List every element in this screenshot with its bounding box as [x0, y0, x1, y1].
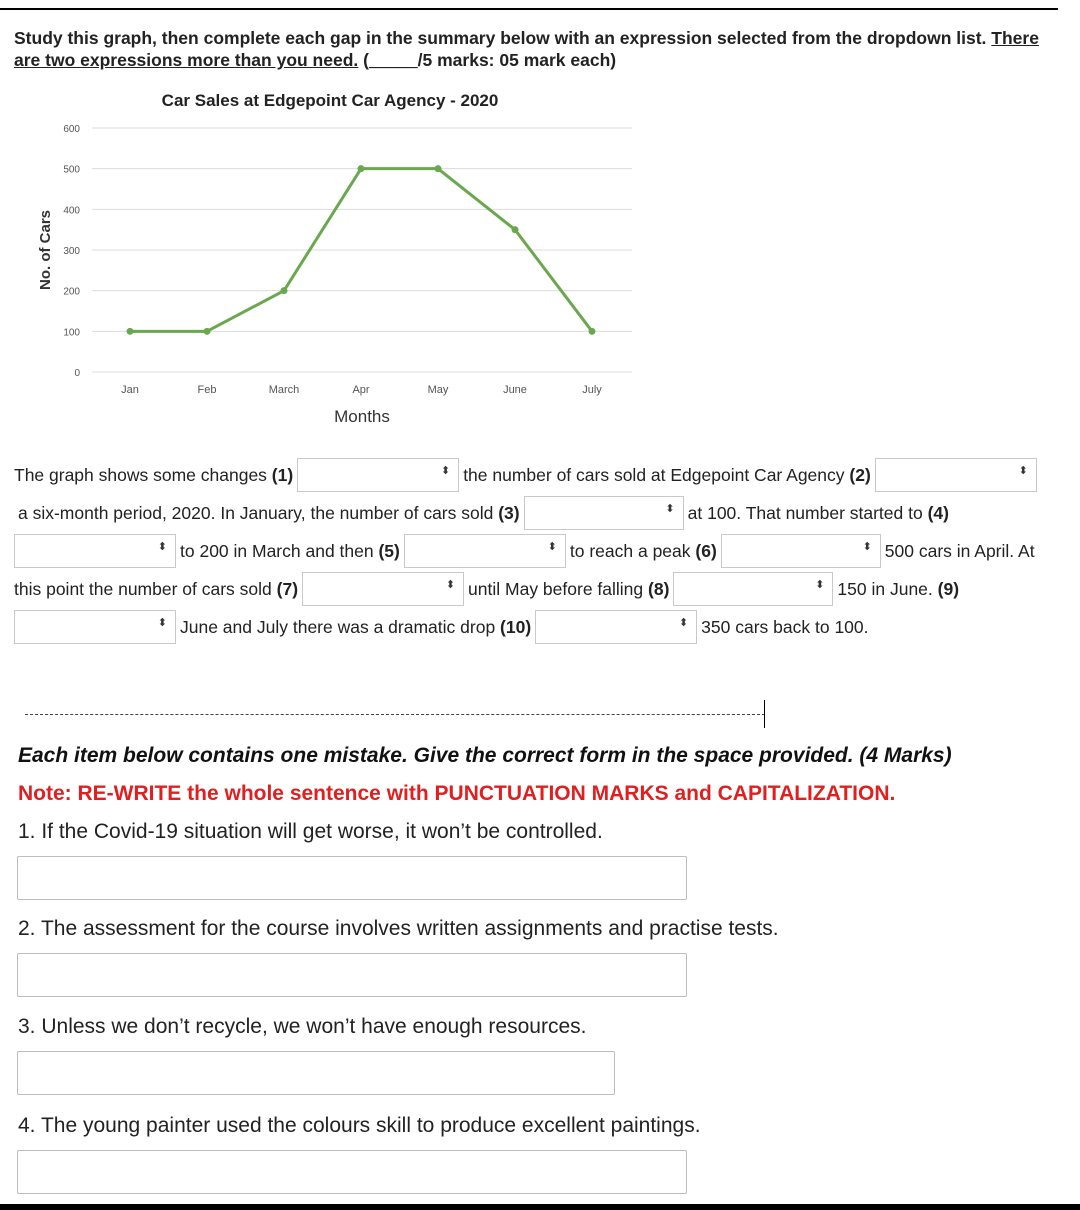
dropdown-arrow-icon: ⬍ — [678, 617, 689, 629]
y-tick-label: 0 — [74, 368, 80, 379]
data-point — [281, 287, 288, 294]
dropdown-arrow-icon: ⬍ — [1018, 465, 1028, 477]
question-3: 3. Unless we don’t recycle, we won’t have enough resources. — [18, 1015, 587, 1038]
summary-text: this point the number of cars sold — [14, 578, 272, 599]
dropdown-arrow-icon: ⬍ — [445, 579, 456, 591]
summary-text: until May before falling — [468, 578, 644, 599]
gap-number: (7) — [276, 578, 299, 599]
summary-text: 350 cars back to 100. — [701, 616, 869, 637]
dropdown-arrow-icon: ⬍ — [547, 541, 557, 553]
dropdown-arrow-icon: ⬍ — [815, 579, 825, 591]
chart-svg — [0, 80, 660, 430]
gap-5-dropdown[interactable] — [404, 534, 566, 568]
gap-2-dropdown[interactable] — [875, 458, 1037, 492]
instructions-underlined-2: are two expressions more than you need. — [14, 50, 359, 70]
x-tick-label: March — [268, 384, 300, 396]
gap-4-dropdown[interactable] — [14, 534, 176, 568]
summary-text: 500 cars in April. At — [884, 540, 1035, 561]
gap-number: (2) — [849, 464, 871, 485]
x-axis-label: Months — [334, 407, 390, 426]
summary-text: 150 in June. — [837, 578, 933, 599]
section2-note: Note: RE-WRITE the whole sentence with PUNCTUATION MARKS and CAPITALIZATION. — [18, 782, 896, 805]
section2-heading: Each item below contains one mistake. Give the correct form in the space provided. (4 Marks) — [18, 744, 952, 767]
dropdown-arrow-icon: ⬍ — [157, 541, 167, 553]
x-tick-label: Feb — [197, 384, 217, 396]
gap-8-dropdown[interactable] — [673, 572, 833, 606]
summary-text: a six-month period, 2020. In January, the number of cars sold — [18, 502, 494, 523]
y-tick-label: 400 — [63, 205, 80, 217]
section-divider — [25, 714, 765, 715]
data-point — [589, 328, 596, 335]
answer-2-input[interactable] — [17, 953, 687, 997]
instructions-marks: /5 marks: 05 mark each) — [417, 50, 617, 70]
data-point — [512, 226, 519, 233]
answer-3-input[interactable] — [17, 1051, 615, 1095]
data-point — [358, 165, 365, 172]
instructions-text: Study this graph, then complete each gap in the summary below with an expression selected from the dropdown list. — [14, 28, 992, 48]
question-2: 2. The assessment for the course involves written assignments and practise tests. — [18, 917, 779, 940]
gap-number: (6) — [695, 540, 717, 561]
x-tick-label: May — [427, 384, 449, 396]
gap-number: (3) — [498, 502, 520, 523]
dropdown-arrow-icon: ⬍ — [157, 617, 167, 629]
summary-text: to 200 in March and then — [180, 540, 374, 561]
x-tick-label: Jan — [121, 384, 139, 396]
instructions — [14, 27, 1064, 71]
x-tick-label: June — [503, 384, 527, 396]
gap-3-dropdown[interactable] — [524, 496, 684, 530]
data-point — [435, 165, 442, 172]
instructions-underlined: There — [991, 28, 1039, 48]
gap-number: (10) — [500, 616, 532, 637]
summary-text: at 100. That number started to — [687, 502, 923, 523]
summary-line-3 — [14, 532, 1035, 570]
gap-number: (5) — [378, 540, 400, 561]
gap-10-dropdown[interactable] — [535, 610, 697, 644]
dropdown-arrow-icon: ⬍ — [862, 541, 872, 553]
gap-6-dropdown[interactable] — [721, 534, 881, 568]
y-tick-label: 500 — [63, 164, 80, 176]
instructions-paren: ( — [358, 50, 369, 70]
y-tick-label: 600 — [63, 124, 80, 135]
y-tick-label: 100 — [63, 327, 80, 339]
x-tick-label: Apr — [352, 384, 370, 396]
question-1: 1. If the Covid-19 situation will get worse, it won’t be controlled. — [18, 820, 603, 843]
y-tick-label: 200 — [63, 286, 80, 298]
dropdown-arrow-icon: ⬍ — [440, 465, 451, 477]
summary-line-2 — [18, 494, 949, 532]
chart-title: Car Sales at Edgepoint Car Agency - 2020 — [161, 91, 499, 110]
top-border-line — [0, 8, 1058, 10]
summary-text: the number of cars sold at Edgepoint Car Agency — [463, 464, 845, 485]
summary-line-4 — [14, 570, 959, 608]
gap-number: (8) — [648, 578, 670, 599]
data-point — [204, 328, 211, 335]
gap-number: (9) — [937, 578, 960, 599]
gap-number: (1) — [271, 464, 294, 485]
gap-1-dropdown[interactable] — [297, 458, 459, 492]
score-blank: _____ — [368, 50, 418, 70]
summary-text: June and July there was a dramatic drop — [180, 616, 496, 637]
x-tick-label: July — [582, 384, 602, 396]
divider-end-mark — [764, 700, 765, 728]
data-point — [127, 328, 134, 335]
gap-7-dropdown[interactable] — [302, 572, 464, 606]
summary-text: The graph shows some changes — [14, 464, 267, 485]
bottom-border-bar — [0, 1204, 1080, 1210]
gap-9-dropdown[interactable] — [14, 610, 176, 644]
y-axis-label: No. of Cars — [37, 209, 54, 291]
question-4: 4. The young painter used the colours skill to produce excellent paintings. — [18, 1114, 701, 1137]
answer-4-input[interactable] — [17, 1150, 687, 1194]
summary-text: to reach a peak — [569, 540, 691, 561]
line-chart — [0, 80, 660, 430]
summary-line-1 — [14, 456, 1041, 494]
answer-1-input[interactable] — [17, 856, 687, 900]
dropdown-arrow-icon: ⬍ — [665, 503, 675, 515]
y-tick-label: 300 — [63, 246, 80, 257]
summary-line-5 — [14, 608, 869, 646]
gap-number: (4) — [927, 502, 949, 523]
